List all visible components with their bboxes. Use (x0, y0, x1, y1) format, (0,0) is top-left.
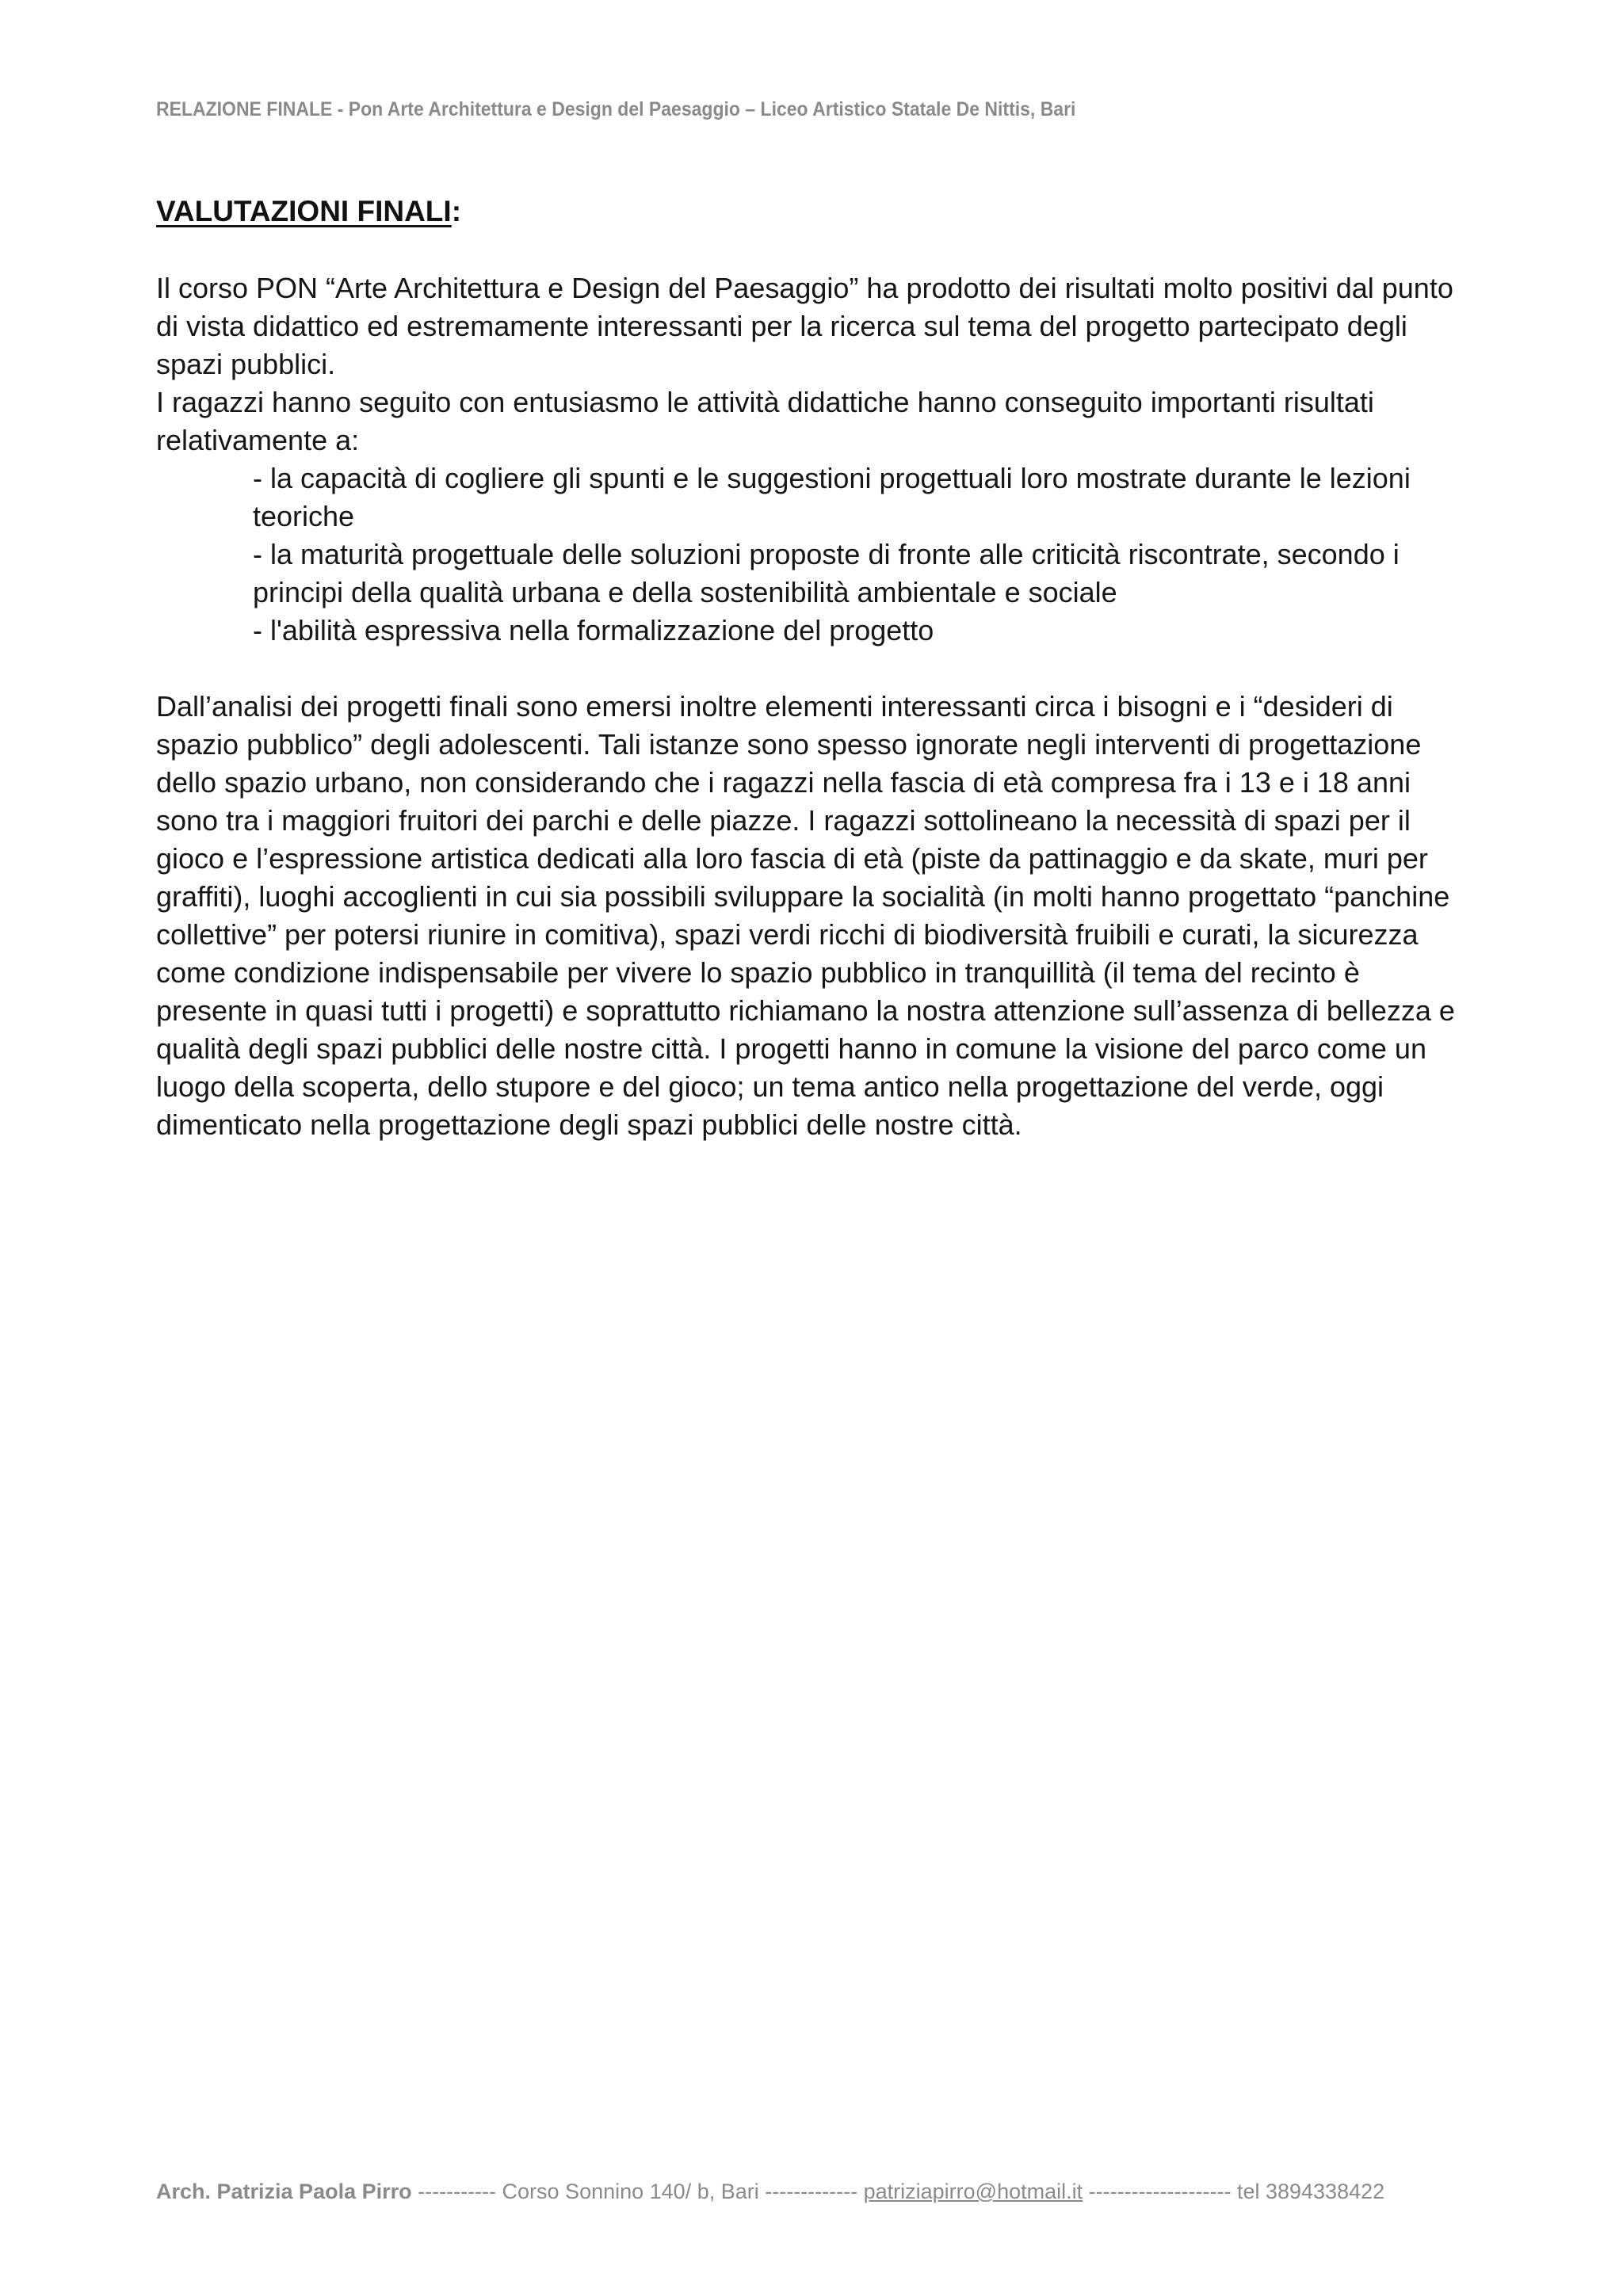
page-header: RELAZIONE FINALE - Pon Arte Architettura e Design del Paesaggio – Liceo Artistico Statale De Nittis, Bari (156, 98, 1076, 120)
results-list (156, 460, 1468, 650)
results-list-item: - la maturità progettuale delle soluzioni proposte di fronte alle criticità riscontrate, secondo i principi della qualità urbana e della sostenibilità ambientale e sociale (253, 538, 1400, 608)
section-title-text: VALUTAZIONI FINALI (156, 195, 452, 227)
page-footer (156, 2180, 1503, 2204)
footer-separator: ------------- (758, 2180, 864, 2203)
footer-separator: ----------- (411, 2180, 502, 2203)
footer-email-link[interactable]: patriziapirro@hotmail.it (863, 2180, 1083, 2203)
section-title-colon: : (451, 195, 462, 227)
results-list-item: - la capacità di cogliere gli spunti e le suggestioni progettuali loro mostrate durante le lezioni teoriche (253, 462, 1411, 532)
results-list-item: - l'abilità espressiva nella formalizzazione del progetto (253, 614, 934, 646)
footer-separator: -------------------- (1083, 2180, 1237, 2203)
intro-paragraph-2: I ragazzi hanno seguito con entusiasmo le attività didattiche hanno conseguito importanti risultati relativamente a: (156, 386, 1374, 456)
analysis-paragraph: Dall’analisi dei progetti finali sono emersi inoltre elementi interessanti circa i bisogni e i “desideri di spazio pubblico” degli adolescenti. Tali istanze sono spesso ignorate negli interventi di progettazione dello spazio urbano, non considerando che i ragazzi nella fascia di età compresa fra i 13 e i 18 anni sono tra i maggiori fruitori dei parchi e delle piazze. I ragazzi sottolineano la necessità di spazi per il gioco e l’espressione artistica dedicati alla loro fascia di età (piste da pattinaggio e da skate, muri per graffiti), luoghi accoglienti in cui sia possibili sviluppare la socialità (in molti hanno progettato “panchine collettive” per potersi riunire in comitiva), spazi verdi ricchi di biodiversità fruibili e curati, la sicurezza come condizione indispensabile per vivere lo spazio pubblico in tranquillità (il tema del recinto è presente in quasi tutti i progetti) e soprattutto richiamano la nostra attenzione sull’assenza di bellezza e qualità degli spazi pubblici delle nostre città. I progetti hanno in comune la visione del parco come un luogo della scoperta, dello stupore e del gioco; un tema antico nella progettazione del verde, oggi dimenticato nella progettazione degli spazi pubblici delle nostre città. (156, 690, 1455, 1141)
intro-paragraph-1: Il corso PON “Arte Architettura e Design del Paesaggio” ha prodotto dei risultati molto positivi dal punto di vista didattico ed estremamente interessanti per la ricerca sul tema del progetto partecipato degli spazi pubblici. (156, 272, 1453, 380)
footer-phone: tel 3894338422 (1236, 2180, 1385, 2203)
footer-author-name: Arch. Patrizia Paola Pirro (156, 2180, 412, 2203)
document-body (156, 269, 1468, 1144)
section-title (156, 195, 461, 228)
footer-address: Corso Sonnino 140/ b, Bari (502, 2180, 759, 2203)
